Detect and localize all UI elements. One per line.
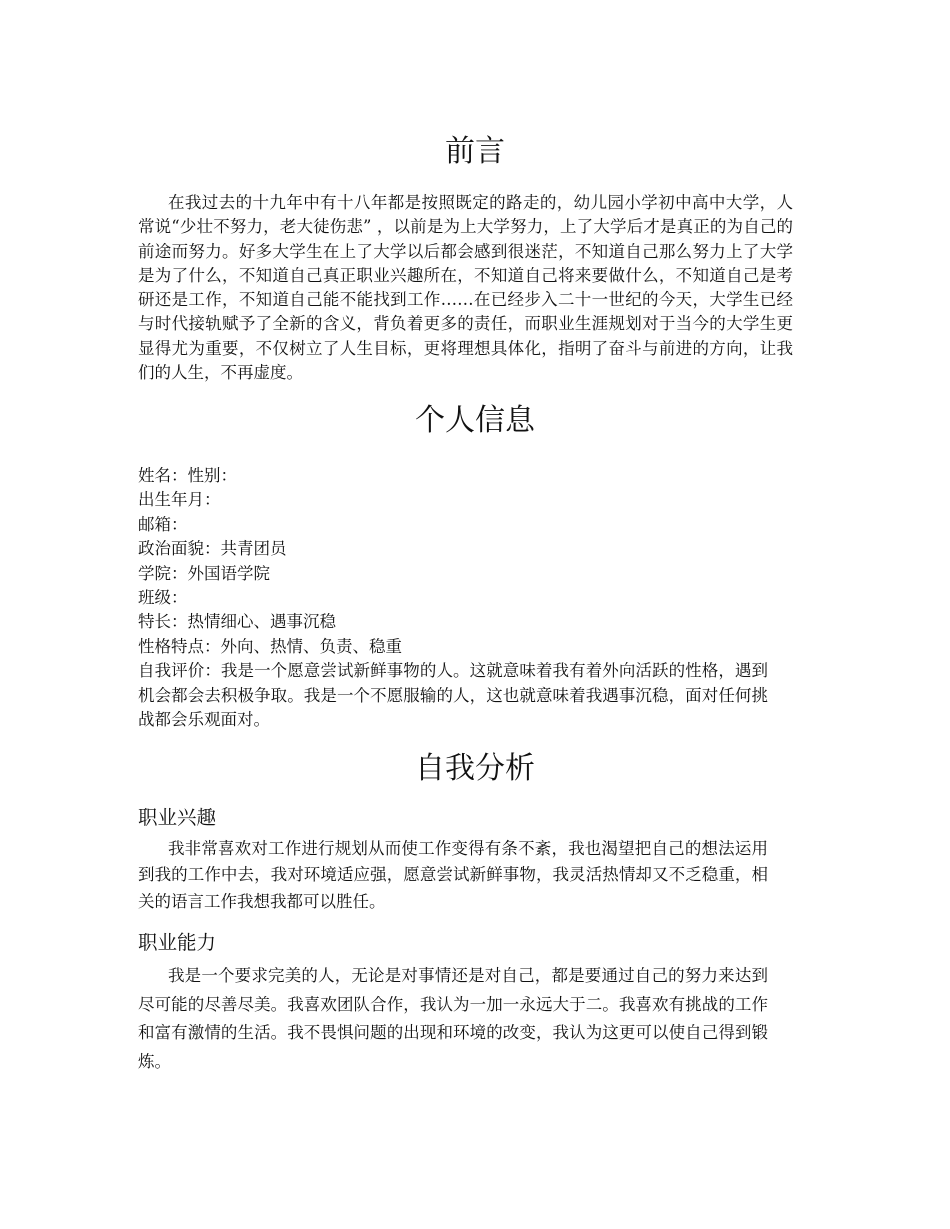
name-gender-line: 姓名：性别： bbox=[138, 466, 237, 485]
self-evaluation-line: 自我评价：我是一个愿意尝试新鲜事物的人。这就意味着我有着外向活跃的性格，遇到机会都会去积极争取。我是一个不愿服输的人，这也就意味着我遇事沉稳，面对任何挑战都会乐观面对。 bbox=[138, 661, 768, 730]
personal-info-title: 个人信息 bbox=[415, 403, 535, 438]
birth-line: 出生年月： bbox=[138, 490, 221, 510]
preface-title: 前言 bbox=[445, 134, 505, 169]
career-ability-paragraph: 我是一个要求完美的人，无论是对事情还是对自己，都是要通过自己的努力来达到尽可能的尽善尽美。我喜欢团队合作，我认为一加一永远大于二。我喜欢有挑战的工作和富有激情的生活。我不畏惧问题的出现和环境的改变，我认为这更可以使自己得到锻炼。 bbox=[138, 966, 768, 1071]
strengths-line: 特长：热情细心、遇事沉稳 bbox=[138, 612, 336, 632]
personal-info-list bbox=[138, 464, 778, 732]
email-line: 邮箱： bbox=[138, 514, 188, 534]
self-analysis-title: 自我分析 bbox=[415, 751, 535, 786]
preface-paragraph: 在我过去的十九年中有十八年都是按照既定的路走的，幼儿园小学初中高中大学，人常说“少壮不努力，老大徒伤悲” ，以前是为上大学努力，上了大学后才是真正的为自己的前途而努力。好多大学生在上了大学以后都会感到很迷茫，不知道自己那么努力上了大学是为了什么，不知道自己真正职业兴趣所在，不知道自己将来要做什么，不知道自己是考研还是工作，不知道自己能不能找到工作……在已经步入二十一世纪的今天，大学生已经与时代接轨赋予了全新的含义，背负着更多的责任，而职业生涯规划对于当今的大学生更显得尤为重要，不仅树立了人生目标，更将理想具体化，指明了奋斗与前进的方向，让我们的人生，不再虚度。 bbox=[138, 193, 793, 383]
career-interest-paragraph: 我非常喜欢对工作进行规划从而使工作变得有条不紊，我也渴望把自己的想法运用到我的工作中去，我对环境适应强，愿意尝试新鲜事物，我灵活热情却又不乏稳重，相关的语言工作我想我都可以胜任。 bbox=[138, 839, 768, 911]
class-line: 班级： bbox=[138, 588, 188, 608]
political-status-line: 政治面貌：共青团员 bbox=[138, 539, 287, 559]
college-line: 学院：外国语学院 bbox=[138, 563, 270, 583]
career-interest-heading: 职业兴趣 bbox=[138, 806, 217, 829]
personality-line: 性格特点：外向、热情、负责、稳重 bbox=[138, 636, 402, 656]
career-ability-heading: 职业能力 bbox=[138, 931, 217, 954]
